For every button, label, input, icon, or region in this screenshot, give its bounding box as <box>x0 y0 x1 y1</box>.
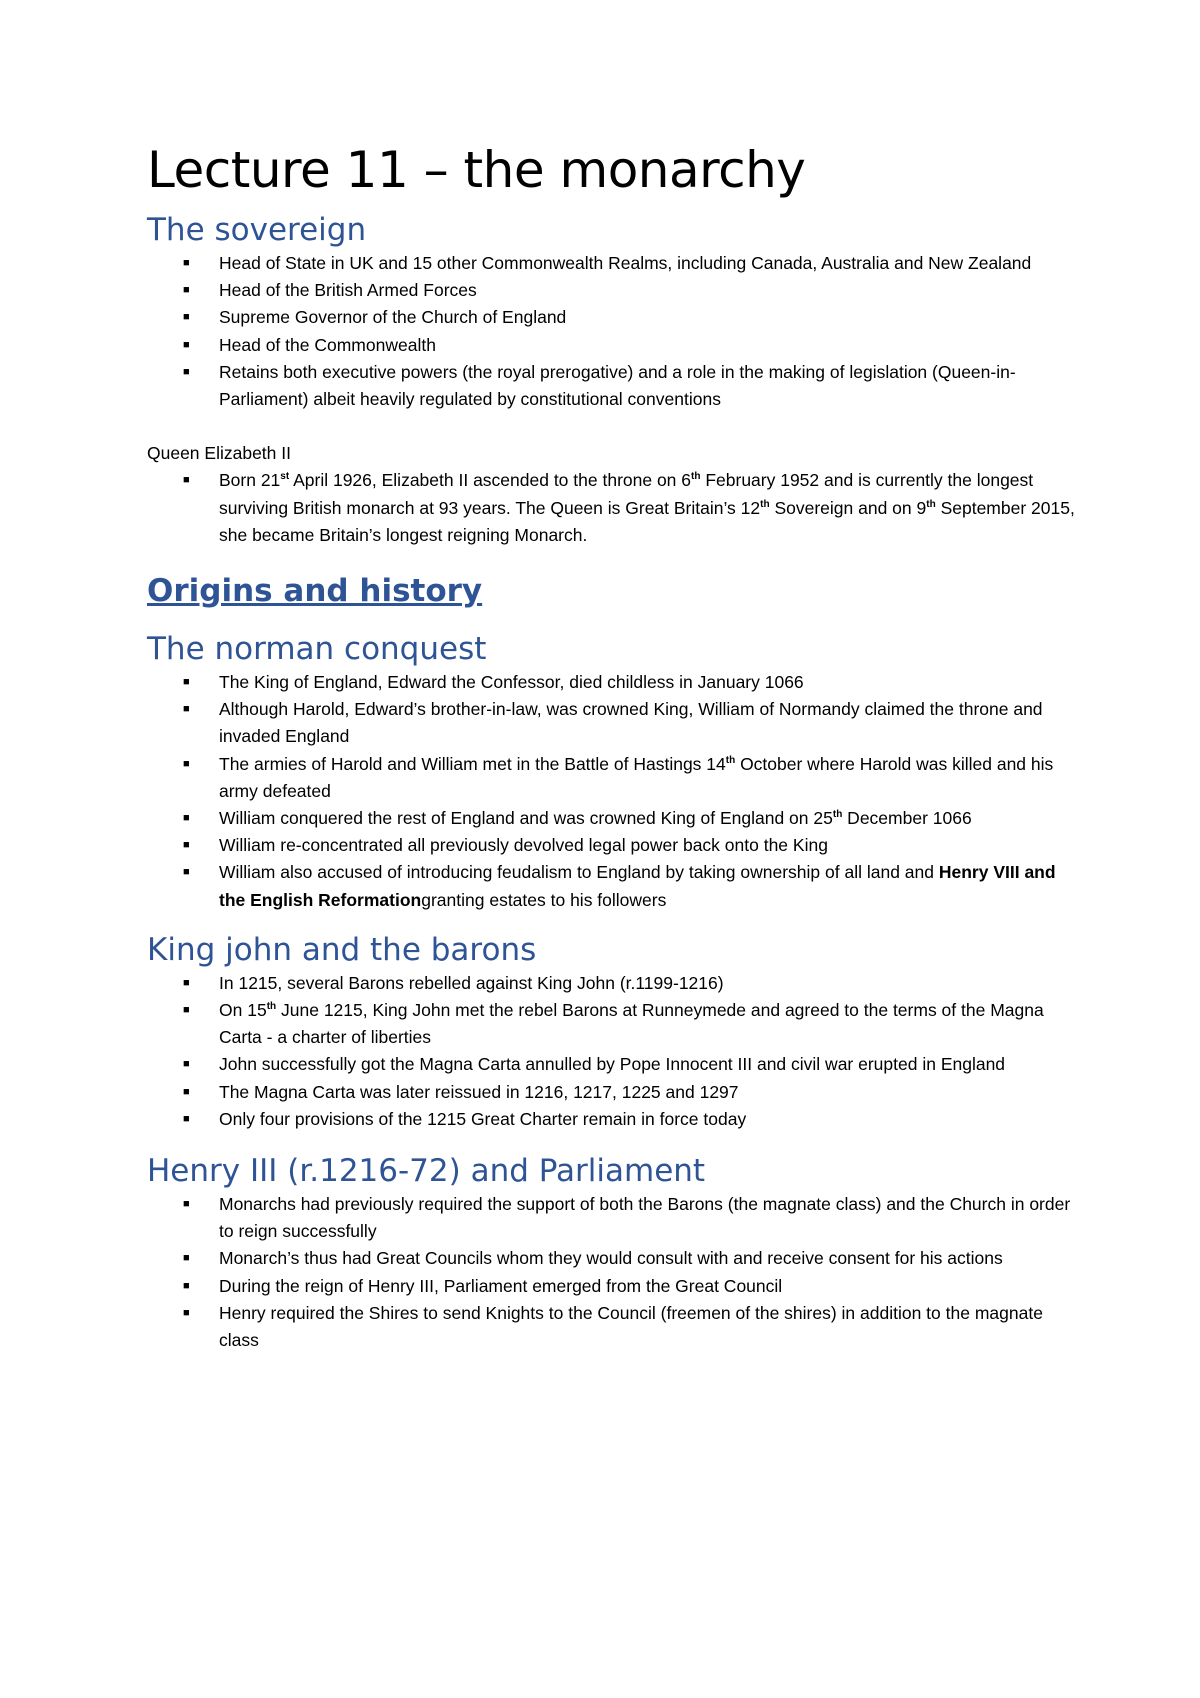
list-item: ■ William conquered the rest of England and was crowned King of England on 25th December 1066 <box>147 805 1082 832</box>
list-item: ■ During the reign of Henry III, Parliament emerged from the Great Council <box>147 1273 1082 1300</box>
list-item: ■ Retains both executive powers (the royal prerogative) and a role in the making of legislation (Queen-in-Parliament) albeit heavily regulated by constitutional conventions <box>147 359 1082 413</box>
page-title: Lecture 11 – the monarchy <box>147 141 806 199</box>
list-item: ■ William re-concentrated all previously devolved legal power back onto the King <box>147 832 1082 859</box>
bullet-icon: ■ <box>183 976 190 989</box>
bullet-icon: ■ <box>183 1058 190 1071</box>
bullet-icon: ■ <box>183 1085 190 1098</box>
list-item: ■ Head of the Commonwealth <box>147 332 1082 359</box>
bullet-icon: ■ <box>183 1198 190 1211</box>
bullet-icon: ■ <box>183 676 190 689</box>
list-item: ■ Born 21st April 1926, Elizabeth II ascended to the throne on 6th February 1952 and is currently the longest surviving British monarch at 93 years. The Queen is Great Britain’s 12th Sovereign and on 9th September 2015, she became Britain’s longest reigning Monarch. <box>147 467 1082 549</box>
list-item: ■ Monarchs had previously required the support of both the Barons (the magnate class) and the Church in order to reign successfully <box>147 1191 1082 1245</box>
norman-list <box>147 669 1082 914</box>
bullet-icon: ■ <box>183 866 190 879</box>
list-item: ■ The armies of Harold and William met in the Battle of Hastings 14th October where Harold was killed and his army defeated <box>147 751 1082 805</box>
bullet-icon: ■ <box>183 812 190 825</box>
heading-king-john: King john and the barons <box>147 931 537 968</box>
heading-henry-iii: Henry III (r.1216-72) and Parliament <box>147 1153 706 1190</box>
bullet-icon: ■ <box>183 1112 190 1125</box>
list-item: ■ On 15th June 1215, King John met the rebel Barons at Runneymede and agreed to the terms of the Magna Carta - a charter of liberties <box>147 997 1082 1051</box>
bold-text: Henry VIII and the English Reformation <box>219 862 1056 910</box>
queen-list <box>147 467 1082 549</box>
list-item: ■ Monarch’s thus had Great Councils whom they would consult with and receive consent for his actions <box>147 1245 1082 1272</box>
bullet-icon: ■ <box>183 338 190 351</box>
john-list <box>147 970 1082 1133</box>
bullet-icon: ■ <box>183 284 190 297</box>
bullet-icon: ■ <box>183 311 190 324</box>
list-item: ■ The Magna Carta was later reissued in 1216, 1217, 1225 and 1297 <box>147 1079 1082 1106</box>
bullet-icon: ■ <box>183 1004 190 1017</box>
bullet-icon: ■ <box>183 1279 190 1292</box>
heading-origins-and-history: Origins and history <box>147 573 483 610</box>
bullet-icon: ■ <box>183 703 190 716</box>
bullet-icon: ■ <box>183 839 190 852</box>
sovereign-list <box>147 250 1082 413</box>
bullet-icon: ■ <box>183 365 190 378</box>
henry3-list <box>147 1191 1082 1354</box>
bullet-icon: ■ <box>183 1306 190 1319</box>
heading-the-sovereign: The sovereign <box>147 212 367 248</box>
list-item: ■ John successfully got the Magna Carta annulled by Pope Innocent III and civil war erupted in England <box>147 1051 1082 1078</box>
list-item: ■ Although Harold, Edward’s brother-in-law, was crowned King, William of Normandy claimed the throne and invaded England <box>147 696 1082 750</box>
bullet-icon: ■ <box>183 257 190 269</box>
bullet-icon: ■ <box>183 1252 190 1265</box>
list-item: ■ Supreme Governor of the Church of England <box>147 304 1082 331</box>
document-page <box>147 140 1082 1354</box>
list-item: ■ Henry required the Shires to send Knights to the Council (freemen of the shires) in addition to the magnate class <box>147 1300 1082 1354</box>
queen-label: Queen Elizabeth II <box>147 443 291 464</box>
list-item: ■ Head of State in UK and 15 other Commonwealth Realms, including Canada, Australia and New Zealand <box>147 250 1082 277</box>
heading-norman-conquest: The norman conquest <box>147 631 487 668</box>
list-item: ■ In 1215, several Barons rebelled against King John (r.1199-1216) <box>147 970 1082 997</box>
bullet-icon: ■ <box>183 474 190 487</box>
list-item: ■ William also accused of introducing feudalism to England by taking ownership of all land and Henry VIII and the English Reformationgranting estates to his followers <box>147 859 1082 913</box>
list-item: ■ Head of the British Armed Forces <box>147 277 1082 304</box>
bullet-icon: ■ <box>183 757 190 770</box>
list-item: ■ The King of England, Edward the Confessor, died childless in January 1066 <box>147 669 1082 696</box>
list-item: ■ Only four provisions of the 1215 Great Charter remain in force today <box>147 1106 1082 1133</box>
